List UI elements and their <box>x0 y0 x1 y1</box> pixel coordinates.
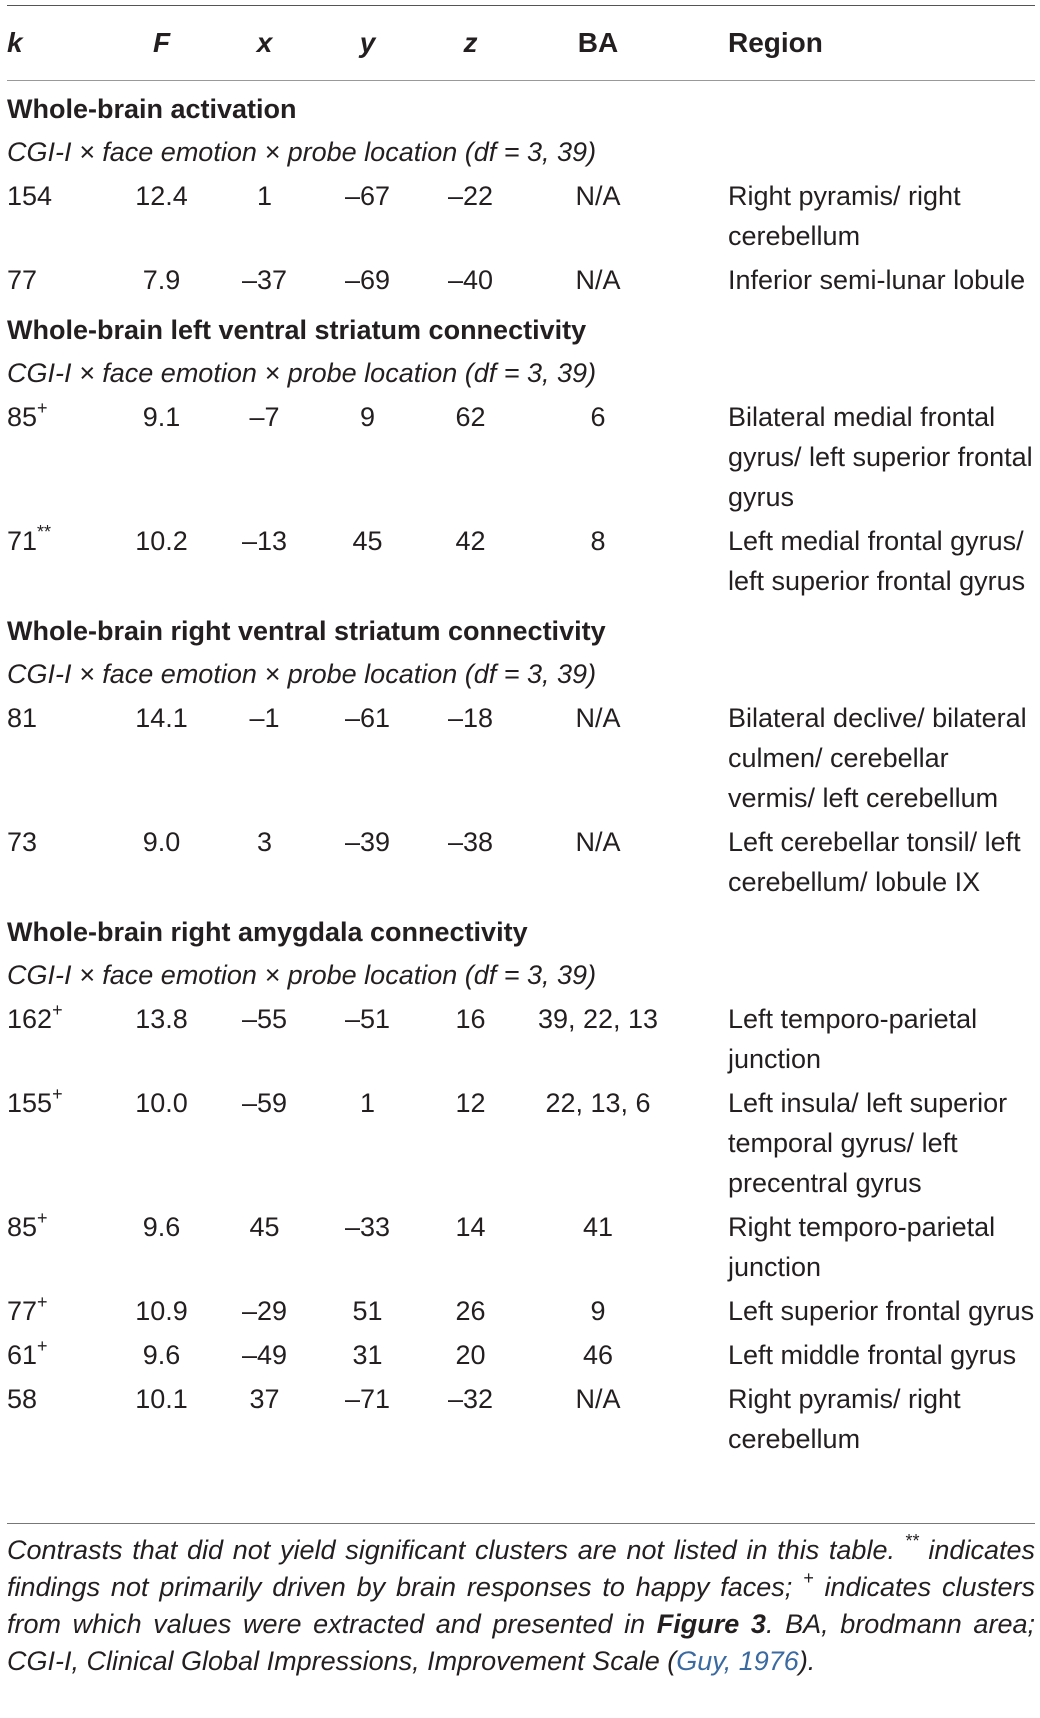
table-row <box>7 820 1035 904</box>
cell-z: 16 <box>455 1004 486 1034</box>
table-row <box>7 1205 1035 1289</box>
cell-k <box>7 258 110 302</box>
results-table <box>7 5 1035 1461</box>
cell-x: –7 <box>249 402 280 432</box>
cell-region: Bilateral medial frontal gyrus/ left superior frontal gyrus <box>728 402 1033 512</box>
section-subtitle: CGI-I × face emotion × probe location (df = 3, 39) <box>7 659 597 689</box>
cell-y: 51 <box>352 1296 383 1326</box>
table-row <box>7 997 1035 1081</box>
cell-k-value: 162 <box>7 1004 53 1034</box>
table-row <box>7 519 1035 603</box>
cell-y: –51 <box>344 1004 391 1034</box>
cell-region: Left cerebellar tonsil/ left cerebellum/ lobule IX <box>728 827 1021 897</box>
cell-k-value: 77 <box>7 1296 38 1326</box>
cell-k-mark: ** <box>37 522 52 542</box>
header-region: Region <box>728 27 823 58</box>
table-footnote <box>7 1523 1035 1680</box>
cell-y: –67 <box>344 181 391 211</box>
cell-f: 10.9 <box>135 1296 188 1326</box>
section-title: Whole-brain activation <box>7 94 297 124</box>
cell-ba: 8 <box>590 526 606 556</box>
cell-ba: N/A <box>575 181 621 211</box>
cell-y: 1 <box>359 1088 376 1118</box>
cell-ba: 46 <box>582 1340 614 1370</box>
table-row <box>7 1333 1035 1377</box>
cell-k-value: 81 <box>7 703 38 733</box>
cell-k-value: 73 <box>7 827 38 857</box>
table-row <box>7 1081 1035 1205</box>
cell-region: Right temporo-parietal junction <box>728 1212 996 1282</box>
cell-f: 10.1 <box>135 1384 188 1414</box>
cell-k <box>7 820 110 904</box>
cell-x: 3 <box>256 827 273 857</box>
cell-z: 20 <box>455 1340 486 1370</box>
section-title: Whole-brain right ventral striatum connectivity <box>7 616 606 646</box>
section-subtitle-row <box>7 953 1035 997</box>
cell-y: –39 <box>344 827 391 857</box>
cell-region: Left temporo-parietal junction <box>728 1004 978 1074</box>
cell-ba: N/A <box>575 827 621 857</box>
cell-ba: 9 <box>590 1296 606 1326</box>
table-row <box>7 395 1035 519</box>
cell-region: Left superior frontal gyrus <box>728 1296 1035 1326</box>
cell-f: 14.1 <box>135 703 188 733</box>
cell-y: –61 <box>344 703 391 733</box>
cell-ba: N/A <box>575 265 621 295</box>
cell-z: 26 <box>455 1296 486 1326</box>
cell-region: Bilateral declive/ bilateral culmen/ cerebellar vermis/ left cerebellum <box>728 703 1027 813</box>
cell-k-mark: + <box>37 1336 48 1356</box>
footnote-line-1: Contrasts that did not yield significant clusters are not listed in this table. <box>7 1535 895 1565</box>
cell-y: –71 <box>344 1384 391 1414</box>
cell-k <box>7 519 110 603</box>
footnote-abbreviations: BA, brodmann area; CGI-I, Clinical Global Impressions, Improvement Scale ( <box>7 1609 1035 1676</box>
cell-f: 9.0 <box>142 827 181 857</box>
cell-k-value: 154 <box>7 181 53 211</box>
cell-k <box>7 997 110 1081</box>
cell-x: –59 <box>241 1088 288 1118</box>
cell-f: 13.8 <box>135 1004 188 1034</box>
header-y: y <box>359 27 376 58</box>
cell-z: 42 <box>455 526 486 556</box>
cell-k-value: 61 <box>7 1340 38 1370</box>
header-z: z <box>463 27 478 58</box>
cell-region: Inferior semi-lunar lobule <box>728 265 1026 295</box>
cell-x: –37 <box>241 265 288 295</box>
cell-x: –49 <box>241 1340 288 1370</box>
cell-region: Left middle frontal gyrus <box>728 1340 1017 1370</box>
cell-k <box>7 696 110 820</box>
cell-k-value: 77 <box>7 265 38 295</box>
cell-k-mark: + <box>37 398 48 418</box>
section-title-row <box>7 302 1035 351</box>
cell-region: Right pyramis/ right cerebellum <box>728 1384 961 1454</box>
cell-x: 1 <box>256 181 273 211</box>
footnote-plus-text: indicates clusters from which values were extracted and presented in <box>7 1572 1035 1639</box>
cell-x: –55 <box>241 1004 288 1034</box>
cell-x: –13 <box>241 526 288 556</box>
cell-k-value: 58 <box>7 1384 38 1414</box>
cell-f: 9.1 <box>142 402 181 432</box>
cell-k <box>7 395 110 519</box>
cell-ba: N/A <box>575 1384 621 1414</box>
citation-link[interactable]: Guy, 1976 <box>676 1646 799 1676</box>
section-subtitle: CGI-I × face emotion × probe location (df = 3, 39) <box>7 960 597 990</box>
cell-z: 14 <box>455 1212 486 1242</box>
cell-k <box>7 1081 110 1205</box>
cell-k-mark: + <box>37 1208 48 1228</box>
figure-3-link[interactable]: Figure 3 <box>656 1609 766 1639</box>
header-k: k <box>7 27 23 58</box>
table-row <box>7 1289 1035 1333</box>
cell-z: –18 <box>447 703 494 733</box>
cell-ba: 6 <box>590 402 606 432</box>
section-title-row <box>7 904 1035 953</box>
cell-k-mark: + <box>52 1084 63 1104</box>
cell-z: –40 <box>447 265 494 295</box>
section-subtitle: CGI-I × face emotion × probe location (df = 3, 39) <box>7 137 597 167</box>
section-subtitle-row <box>7 351 1035 395</box>
table-header <box>7 6 1035 81</box>
cell-x: 45 <box>249 1212 280 1242</box>
section-title: Whole-brain right amygdala connectivity <box>7 917 528 947</box>
footnote-plus-mark: + <box>803 1568 814 1588</box>
section-subtitle-row <box>7 652 1035 696</box>
footnote-double-star-mark: ** <box>904 1531 919 1551</box>
header-f: F <box>152 27 171 58</box>
cell-k-mark: + <box>52 1000 63 1020</box>
cell-region: Left insula/ left superior temporal gyrus/ left precentral gyrus <box>728 1088 1008 1198</box>
cell-x: –29 <box>241 1296 288 1326</box>
section-title-row <box>7 603 1035 652</box>
section-title-row <box>7 81 1035 131</box>
cell-k-value: 85 <box>7 402 38 432</box>
cell-k <box>7 1377 110 1461</box>
cell-z: –22 <box>447 181 494 211</box>
cell-k-value: 155 <box>7 1088 53 1118</box>
cell-y: 45 <box>352 526 383 556</box>
cell-y: –33 <box>344 1212 391 1242</box>
cell-region: Right pyramis/ right cerebellum <box>728 181 961 251</box>
cell-f: 12.4 <box>135 181 188 211</box>
table-row <box>7 258 1035 302</box>
cell-f: 10.0 <box>135 1088 188 1118</box>
footnote-double-star-text: indicates findings not primarily driven by brain responses to happy faces; <box>7 1535 1035 1602</box>
header-ba: BA <box>577 27 619 58</box>
cell-k-value: 71 <box>7 526 38 556</box>
cell-ba: 41 <box>582 1212 614 1242</box>
footnote-close: ). <box>798 1646 816 1676</box>
cell-x: –1 <box>249 703 280 733</box>
cell-z: –32 <box>447 1384 494 1414</box>
cell-region: Left medial frontal gyrus/ left superior frontal gyrus <box>728 526 1026 596</box>
table-row <box>7 1377 1035 1461</box>
cell-f: 7.9 <box>142 265 181 295</box>
cell-ba: 22, 13, 6 <box>545 1088 651 1118</box>
cell-z: 62 <box>455 402 486 432</box>
cell-k <box>7 174 110 258</box>
table-row <box>7 174 1035 258</box>
cell-k-value: 85 <box>7 1212 38 1242</box>
cell-k-mark: + <box>37 1292 48 1312</box>
cell-f: 9.6 <box>142 1340 181 1370</box>
cell-f: 9.6 <box>142 1212 181 1242</box>
cell-k <box>7 1333 110 1377</box>
cell-k <box>7 1205 110 1289</box>
header-x: x <box>256 27 273 58</box>
cell-ba: 39, 22, 13 <box>537 1004 659 1034</box>
cell-x: 37 <box>249 1384 280 1414</box>
cell-y: 9 <box>359 402 376 432</box>
section-title: Whole-brain left ventral striatum connectivity <box>7 315 587 345</box>
section-subtitle: CGI-I × face emotion × probe location (df = 3, 39) <box>7 358 597 388</box>
cell-y: –69 <box>344 265 391 295</box>
cell-z: –38 <box>447 827 494 857</box>
cell-f: 10.2 <box>135 526 188 556</box>
footnote-period: . <box>765 1609 774 1639</box>
section-subtitle-row <box>7 130 1035 174</box>
cell-y: 31 <box>352 1340 383 1370</box>
table-body <box>7 81 1035 1462</box>
table-row <box>7 696 1035 820</box>
cell-ba: N/A <box>575 703 621 733</box>
cell-z: 12 <box>455 1088 486 1118</box>
cell-k <box>7 1289 110 1333</box>
